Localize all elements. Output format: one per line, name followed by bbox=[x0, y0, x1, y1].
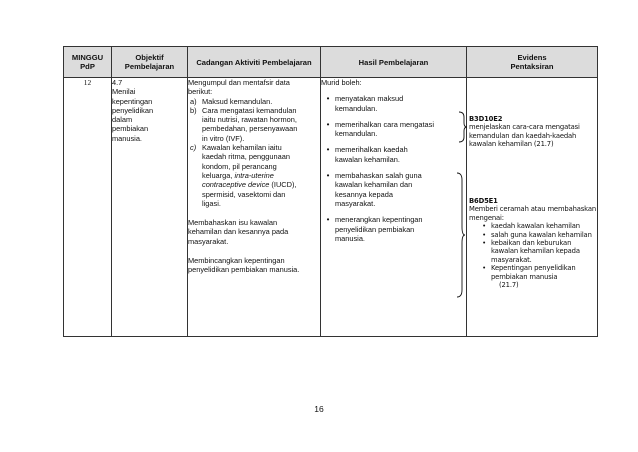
outcome-item bbox=[321, 94, 466, 113]
header-minggu-line2: PdP bbox=[80, 62, 95, 71]
outcome-line: penyelidikan pembiakan bbox=[335, 224, 415, 234]
evidence-item-line: kaedah kawalan kehamilan bbox=[491, 222, 580, 231]
outcome-line: masyarakat. bbox=[335, 198, 376, 208]
outcome-line: memerihalkan kaedah bbox=[335, 145, 408, 155]
activity-label: b) bbox=[190, 105, 197, 115]
activity-line: pembedahan, persenyawaan bbox=[202, 124, 298, 134]
outcomes-cell bbox=[321, 78, 467, 337]
activity-label: a) bbox=[190, 96, 197, 106]
evidence-list bbox=[469, 222, 596, 281]
evidence-item bbox=[469, 231, 596, 239]
activity-para: kehamilan dan kesannya pada bbox=[188, 227, 289, 237]
evidence-item bbox=[469, 239, 596, 264]
week-cell: 12 bbox=[64, 78, 112, 337]
activity-para: Membahaskan isu kawalan bbox=[188, 218, 278, 228]
evidence-b3d10e2 bbox=[469, 115, 596, 149]
evidence-line: mengenai: bbox=[469, 213, 504, 222]
activity-item-a bbox=[188, 97, 320, 106]
evidence-item bbox=[469, 222, 596, 230]
activity-item-c bbox=[188, 143, 320, 208]
activity-para: Membincangkan kepentingan bbox=[188, 256, 285, 266]
outcome-item bbox=[321, 120, 466, 139]
header-evidens-line2: Pentaksiran bbox=[510, 62, 554, 71]
outcomes-list bbox=[321, 94, 466, 243]
objective-line: pembiakan bbox=[112, 124, 149, 134]
activity-line: kaedah ritma, penggunaan bbox=[202, 152, 290, 162]
bullet-icon: • bbox=[326, 119, 330, 129]
objective-line: dalam bbox=[112, 115, 133, 125]
header-evidens-line1: Evidens bbox=[517, 53, 547, 62]
outcome-item bbox=[321, 145, 466, 164]
header-evidens bbox=[467, 47, 598, 78]
bullet-icon: • bbox=[326, 215, 330, 225]
activity-fragment: (IUCD), bbox=[269, 180, 297, 190]
activity-italic: intra-uterine bbox=[234, 170, 274, 180]
header-minggu-line1: MINGGU bbox=[71, 53, 104, 62]
objective-line: 4.7 bbox=[112, 78, 123, 87]
content-row bbox=[64, 78, 598, 337]
evidence-cell bbox=[467, 78, 598, 337]
activity-para: penyelidikan pembiakan manusia. bbox=[188, 265, 300, 275]
activity-intro: Mengumpul dan mentafsir data bbox=[188, 78, 290, 87]
bullet-icon: • bbox=[326, 171, 330, 181]
activity-line: Kawalan kehamilan iaitu bbox=[202, 143, 282, 153]
outcome-item bbox=[321, 215, 466, 243]
outcome-line: kesannya kepada bbox=[335, 189, 393, 199]
outcome-line: memerihalkan cara mengatasi bbox=[335, 119, 434, 129]
outcome-item bbox=[321, 171, 466, 208]
bullet-icon: • bbox=[326, 94, 330, 104]
bullet-icon: • bbox=[326, 145, 330, 155]
activities-cell bbox=[188, 78, 321, 337]
evidence-code: B6D5E1 bbox=[469, 197, 498, 205]
activity-line bbox=[202, 180, 320, 189]
evidence-score: (21.7) bbox=[499, 281, 519, 290]
activity-text bbox=[200, 143, 320, 208]
activity-para: masyarakat. bbox=[188, 236, 229, 246]
outcome-line: menerangkan kepentingan bbox=[335, 215, 423, 225]
evidence-item-line: kawalan kehamilan kepada bbox=[491, 247, 580, 256]
lesson-plan-table bbox=[63, 46, 598, 337]
header-minggu bbox=[64, 47, 112, 78]
outcome-line: kemandulan. bbox=[335, 103, 378, 113]
bullet-icon: • bbox=[482, 230, 486, 239]
activity-line: kondom, pil perancang bbox=[202, 161, 277, 171]
activity-label: c) bbox=[190, 143, 197, 153]
evidence-item-line: Kepentingan penyelidikan bbox=[491, 264, 576, 273]
header-hasil: Hasil Pembelajaran bbox=[321, 47, 467, 78]
objective-line: kepentingan bbox=[112, 96, 153, 106]
bullet-icon: • bbox=[482, 239, 486, 248]
outcomes-intro: Murid boleh: bbox=[321, 78, 362, 87]
activity-line: spermisid, vasektomi dan bbox=[202, 189, 286, 199]
activity-fragment: keluarga, bbox=[202, 170, 235, 180]
activity-item-b bbox=[188, 106, 320, 143]
objective-line: penyelidikan bbox=[112, 105, 154, 115]
header-row bbox=[64, 47, 598, 78]
outcome-line: kemandulan. bbox=[335, 129, 378, 139]
evidence-item-line: kebaikan dan keburukan bbox=[491, 239, 572, 248]
activity-line: in vitro (IVF). bbox=[202, 133, 245, 143]
page-number: 16 bbox=[314, 404, 324, 414]
outcome-line: membahaskan salah guna bbox=[335, 171, 422, 181]
outcome-line: kawalan kehamilan dan bbox=[335, 180, 413, 190]
activity-italic: contraceptive device bbox=[202, 180, 270, 190]
objective-line: manusia. bbox=[112, 133, 142, 143]
evidence-item bbox=[469, 264, 596, 281]
evidence-item-line: masyarakat. bbox=[491, 255, 532, 264]
header-objektif-line2: Pembelajaran bbox=[124, 62, 175, 71]
activity-text: Maksud kemandulan. bbox=[202, 96, 273, 106]
brace-icon bbox=[458, 111, 468, 143]
header-aktiviti: Cadangan Aktiviti Pembelajaran bbox=[188, 47, 321, 78]
evidence-line: menjelaskan cara-cara mengatasi bbox=[469, 123, 580, 132]
bullet-icon: • bbox=[482, 222, 486, 231]
objective-line: Menilai bbox=[112, 87, 136, 97]
evidence-item-line: salah guna kawalan kehamilan bbox=[491, 230, 592, 239]
activity-line: ligasi. bbox=[202, 198, 221, 208]
evidence-line: kawalan kehamilan (21.7) bbox=[469, 140, 554, 149]
activity-line: iaitu nutrisi, rawatan hormon, bbox=[202, 115, 297, 125]
evidence-line: kemandulan dan kaedah-kaedah bbox=[469, 131, 577, 140]
brace-icon bbox=[456, 172, 466, 298]
activity-line: Cara mengatasi kemandulan bbox=[202, 105, 297, 115]
evidence-b6d5e1 bbox=[469, 197, 596, 289]
activity-intro: berikut: bbox=[188, 87, 213, 97]
activity-text bbox=[200, 106, 320, 143]
evidence-item-line: pembiakan manusia bbox=[491, 272, 558, 281]
outcome-line: manusia. bbox=[335, 233, 365, 243]
evidence-code: B3D10E2 bbox=[469, 115, 503, 123]
bullet-icon: • bbox=[482, 264, 486, 273]
header-objektif-line1: Objektif bbox=[135, 53, 164, 62]
header-objektif bbox=[112, 47, 188, 78]
activity-line bbox=[202, 171, 320, 180]
outcome-line: kawalan kehamilan. bbox=[335, 154, 400, 164]
evidence-line: Memberi ceramah atau membahaskan bbox=[469, 205, 597, 214]
objective-cell bbox=[112, 78, 188, 337]
outcome-line: menyatakan maksud bbox=[335, 94, 404, 104]
